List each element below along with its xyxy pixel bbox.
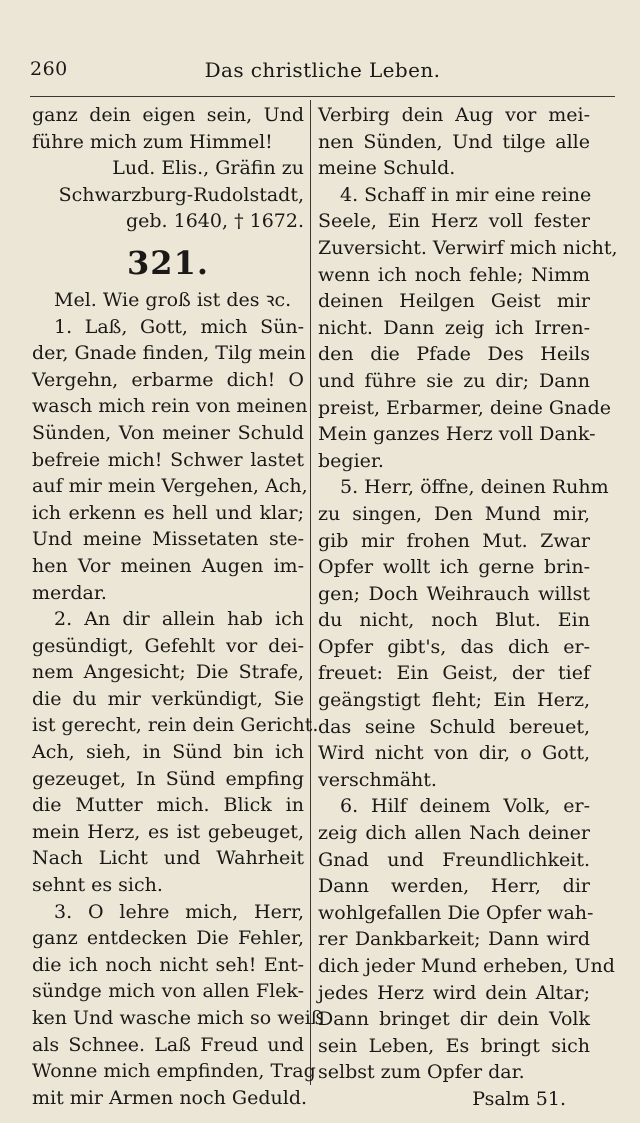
verse-line: gib mir frohen Mut. Zwar	[318, 529, 590, 552]
verse-line: Seele, Ein Herz voll fester	[318, 210, 590, 233]
header-rule	[30, 96, 615, 97]
verse-line: sehnt es sich.	[32, 874, 163, 897]
verse-line: preist, Erbarmer, deine Gnade	[318, 396, 612, 419]
verse-line: Opfer gibt's, das dich er-	[318, 635, 590, 658]
verse-line: Wonne mich empfinden, Trag	[32, 1060, 316, 1083]
melody-line: Mel. Wie groß ist des ꝛc.	[54, 288, 292, 311]
verse-line: der, Gnade finden, Tilg mein	[32, 342, 306, 365]
verse-line: du nicht, noch Blut. Ein	[318, 609, 590, 632]
verse-line: Nach Licht und Wahrheit	[32, 847, 304, 870]
verse-line: 4. Schaff in mir eine reine	[340, 183, 592, 206]
verse-line: sündge mich von allen Flek-	[32, 980, 304, 1003]
author-line: Schwarzburg-Rudolstadt,	[58, 183, 304, 206]
verse-line: gezeuget, In Sünd empfing	[32, 767, 304, 790]
verse-line: zeig dich allen Nach deiner	[318, 822, 590, 845]
verse-line: 5. Herr, öffne, deinen Ruhm	[340, 476, 609, 499]
verse-line: 3. O lehre mich, Herr,	[54, 900, 304, 923]
psalm-source: Psalm 51.	[472, 1087, 566, 1110]
verse-line: rer Dankbarkeit; Dann wird	[318, 928, 590, 951]
verse-line: auf mir mein Vergehen, Ach,	[32, 475, 308, 498]
verse-line: 6. Hilf deinem Volk, er-	[340, 795, 590, 818]
verse-line: Ach, sieh, in Sünd bin ich	[32, 741, 304, 764]
verse-line: das seine Schuld bereuet,	[318, 715, 590, 738]
author-line: geb. 1640, † 1672.	[125, 210, 304, 233]
verse-line: gesündigt, Gefehlt vor dei-	[32, 634, 304, 657]
verse-line: deinen Heilgen Geist mir	[318, 290, 590, 313]
verse-line: jedes Herz wird dein Altar;	[318, 981, 590, 1004]
column-divider	[310, 100, 311, 1085]
verse-line: Gnad und Freundlichkeit.	[318, 848, 590, 871]
verse-line: Dann bringet dir dein Volk	[318, 1008, 590, 1031]
verse-line: Zuversicht. Verwirf mich nicht,	[318, 236, 618, 259]
verse-line: Dann werden, Herr, dir	[318, 875, 590, 898]
verse-line: ken Und wasche mich so weiß	[32, 1007, 324, 1029]
verse-line: mit mir Armen noch Geduld.	[32, 1086, 308, 1109]
page-header	[30, 58, 615, 88]
verse-line: die ich noch nicht seh! Ent-	[32, 953, 304, 976]
verse-line: nen Sünden, Und tilge alle	[318, 130, 590, 153]
verse-line: wasch mich rein von meinen	[32, 395, 308, 418]
verse-line: hen Vor meinen Augen im-	[32, 554, 304, 577]
verse-line: geängstigt fleht; Ein Herz,	[318, 689, 590, 712]
text-line: führe mich zum Himmel!	[32, 130, 273, 153]
verse-line: verschmäht.	[318, 768, 437, 791]
left-column	[32, 102, 324, 1111]
verse-line: Verbirg dein Aug vor mei-	[318, 104, 590, 126]
verse-line: als Schnee. Laß Freud und	[32, 1033, 304, 1056]
verse-line: 1. Laß, Gott, mich Sün-	[54, 315, 304, 338]
running-title: Das christliche Leben.	[204, 58, 441, 82]
verse-line: 2. An dir allein hab ich	[54, 608, 304, 631]
author-line: Lud. Elis., Gräfin zu	[112, 157, 304, 180]
verse-line: sein Leben, Es bringt sich	[318, 1034, 590, 1057]
text-line: ganz dein eigen sein, Und	[32, 104, 304, 126]
verse-line: mein Herz, es ist gebeuget,	[32, 820, 304, 843]
verse-line: gen; Doch Weihrauch willst	[318, 582, 590, 605]
verse-line: ich erkenn es hell und klar;	[32, 501, 304, 524]
verse-line: dich jeder Mund erheben, Und	[318, 955, 615, 977]
verse-line: Opfer wollt ich gerne brin-	[318, 556, 590, 579]
verse-line: begier.	[318, 449, 384, 472]
verse-line: die du mir verkündigt, Sie	[32, 687, 304, 710]
verse-line: Wird nicht von dir, o Gott,	[318, 742, 590, 765]
verse-line: nem Angesicht; Die Strafe,	[32, 661, 304, 684]
verse-line: wohlgefallen Die Opfer wah-	[318, 901, 594, 924]
verse-line: selbst zum Opfer dar.	[318, 1061, 525, 1084]
verse-line: Vergehn, erbarme dich! O	[32, 368, 304, 391]
verse-line: Sünden, Von meiner Schuld	[32, 421, 304, 444]
verse-line: den die Pfade Des Heils	[318, 343, 590, 366]
verse-line: ist gerecht, rein dein Gericht.	[32, 714, 319, 737]
verse-line: Mein ganzes Herz voll Dank-	[318, 423, 596, 446]
verse-line: ganz entdecken Die Fehler,	[32, 927, 304, 950]
author-attribution	[32, 155, 304, 235]
verse-line: freuet: Ein Geist, der tief	[318, 662, 590, 685]
verse-line: nicht. Dann zeig ich Irren-	[318, 316, 590, 339]
right-column	[318, 102, 618, 1113]
page-number: 260	[30, 58, 68, 80]
verse-line: die Mutter mich. Blick in	[32, 794, 304, 817]
verse-line: befreie mich! Schwer lastet	[32, 448, 304, 471]
verse-line: Und meine Missetaten ste-	[32, 528, 304, 551]
verse-line: und führe sie zu dir; Dann	[318, 369, 590, 392]
verse-line: meine Schuld.	[318, 157, 456, 180]
hymn-number: 321.	[127, 243, 209, 282]
verse-line: zu singen, Den Mund mir,	[318, 502, 590, 525]
verse-line: merdar.	[32, 581, 107, 604]
verse-line: wenn ich noch fehle; Nimm	[318, 263, 590, 286]
